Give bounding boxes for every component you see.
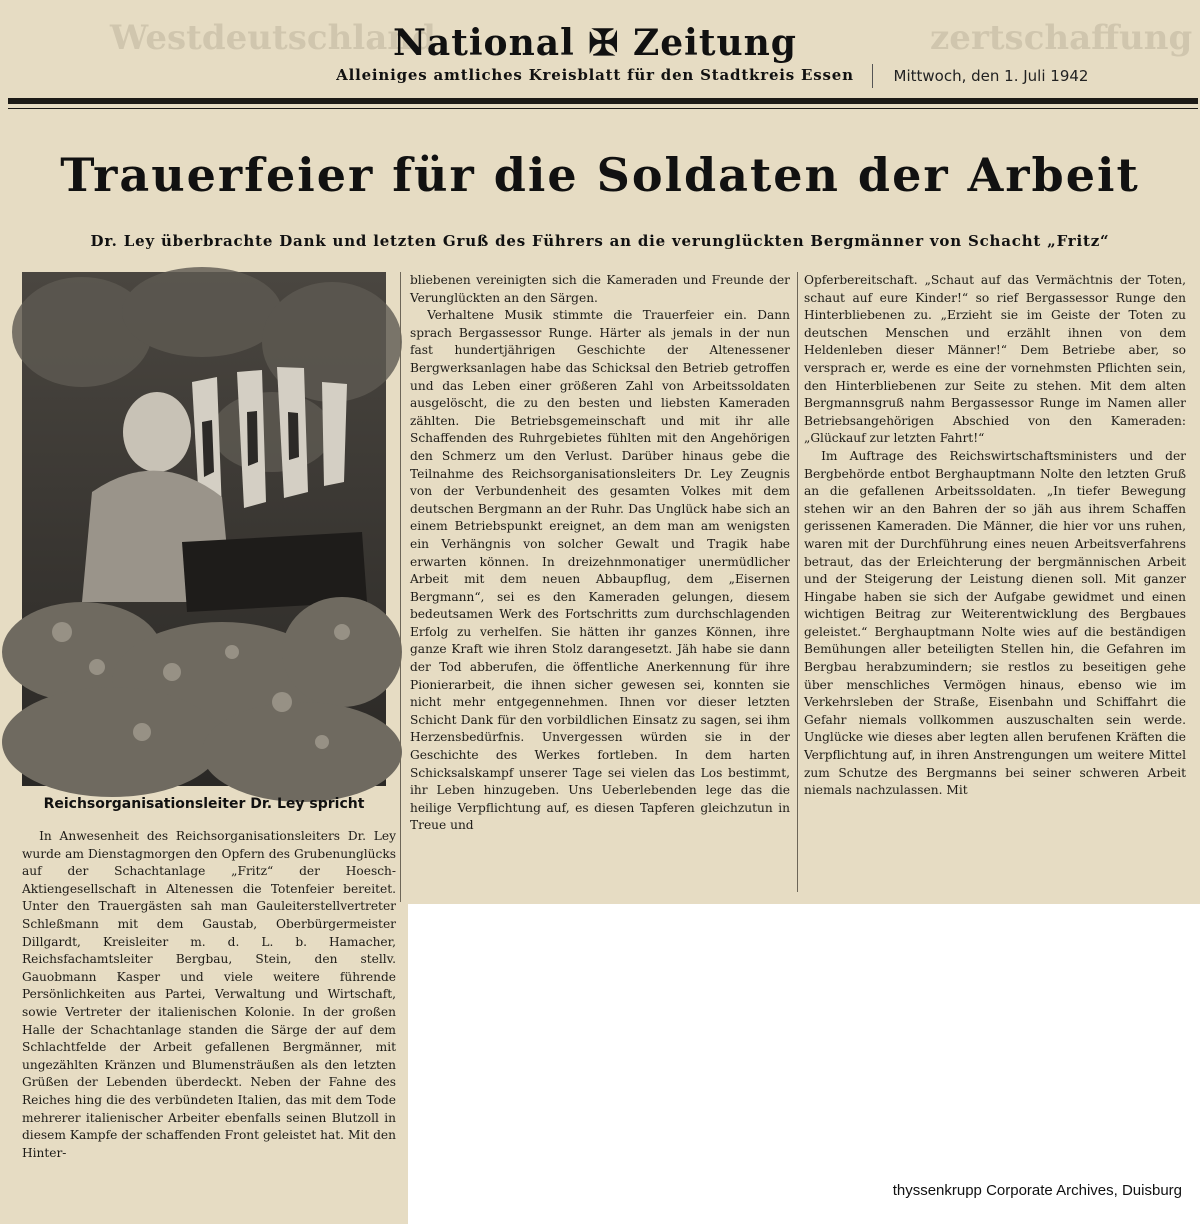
- article-column-3: [804, 272, 1186, 892]
- article-paragraph: Im Auftrage des Reichswirtschaftsministers und der Bergbehörde entbot Berghauptmann Nolte den letzten Gruß an die gefallenen Arbeitssoldaten. „In tiefer Bewegung stehen wir an den Bahren der so jäh aus ihrem Schaffen gerissenen Kameraden. Die Männer, die hier vor uns ruhen, waren mit der Durchführung eines neuen Arbeitsverfahrens betraut, das der Erleichterung der bergmännischen Arbeit und der Steigerung der Leistung dienen soll. Mit ganzer Hingabe haben sie sich der Aufgabe gewidmet und einen wichtigen Beitrag zur Weiterentwicklung des Bergbaues geleistet.“ Berghauptmann Nolte wies auf die beständigen Bemühungen aller beteiligten Stellen hin, die Gefahren im Bergbau herabzumindern; sie restlos zu beseitigen gehe über menschliches Vermögen hinaus, ebenso wie im Verkehrsleben der Straße, Eisenbahn und Schiffahrt die Gefahr niemals vollkommen auszuschalten sein werde. Unglücke wie dieses aber legten allen berufenen Kräften die Verpflichtung auf, in ihren Anstrengungen um weitere Mittel zum Schutze des Bergmanns bei seiner schweren Arbeit niemals nachzulassen. Mit: [804, 448, 1186, 798]
- issue-date: Mittwoch, den 1. Juli 1942: [872, 64, 1109, 88]
- bleed-through-text-right: zertschaffung: [930, 18, 1193, 58]
- masthead-rule: [8, 98, 1198, 104]
- article-deck: Dr. Ley überbrachte Dank und letzten Gruß des Führers an die verunglückten Bergmänner von Schacht „Fritz“: [90, 232, 1110, 250]
- column-divider: [797, 272, 798, 892]
- article-paragraph: bliebenen vereinigten sich die Kameraden und Freunde der Verunglückten an den Särgen.: [410, 273, 790, 305]
- photo-caption: Reichsorganisationsleiter Dr. Ley spricht: [43, 796, 365, 812]
- article-paragraph: Opferbereitschaft. „Schaut auf das Vermächtnis der Toten, schaut auf eure Kinder!“ so rief Bergassessor Runge den Hinterbliebenen zu. „Erzieht sie im Geiste der Toten zu deutschen Menschen und erzählt ihnen von dem Heldenleben dieser Männer!“ Dem Betriebe aber, so versprach er, werde es eine der vornehmsten Pflichten sein, den Hinterbliebenen zur Seite zu stehen. Mit dem alten Bergmannsgruß nahm Bergassessor Runge im Namen aller Betriebsangehörigen Abschied von den Kameraden: „Glückauf zur letzten Fahrt!“: [804, 273, 1186, 446]
- masthead-subtitle: Alleiniges amtliches Kreisblatt für den Stadtkreis Essen: [336, 66, 854, 84]
- article-headline: Trauerfeier für die Soldaten der Arbeit: [60, 148, 1140, 202]
- article-paragraph: Verhaltene Musik stimmte die Trauerfeier ein. Dann sprach Bergassessor Runge. Härter als jemals in der nun fast hundertjährigen Geschichte der Altenessener Bergwerksanlagen habe das Schicksal den Betrieb getroffen und das Leben einer größeren Zahl von Arbeitssoldaten ausgelöscht, die zu den besten und liebsten Kameraden zählten. Die Betriebsgemeinschaft und mit ihr alle Schaffenden des Ruhrgebietes fühlten mit den Angehörigen den Schmerz um den Verlust. Darüber hinaus gebe die Teilnahme des Reichsorganisationsleiters Dr. Ley Zeugnis von der Verbundenheit des gesamten Volkes mit dem deutschen Bergmann an der Ruhr. Das Unglück habe sich an einem Betriebspunkt ereignet, an dem man am wenigsten ein Verhängnis von solcher Gewalt und Tragik habe erwarten können. In dreizehnmonatiger unermüdlicher Arbeit mit dem neuen Abbaupflug, dem „Eisernen Bergmann“, sei es den Kameraden gelungen, diesem bedeutsamen Werk des Fortschritts zum durchschlagenden Erfolg zu verhelfen. Sie hätten ihr ganzes Können, ihre ganze Kraft wie ihren Stolz darangesetzt. Jäh habe sie dann der Tod abberufen, die öffentliche Anerkennung für ihre Pionierarbeit, die ihnen sicher gewesen sei, konnten sie nicht mehr entgegennehmen. Ihnen vor dieser letzten Schicht Dank für den vorbildlichen Einsatz zu sagen, sei ihm Herzensbedürfnis. Unvergessen würden sie in der Geschichte des Werkes fortleben. In dem harten Schicksalskampf unserer Tage sei vielen das Los bestimmt, ihr Leben hinzugeben. Uns Ueberlebenden lege das die heilige Verpflichtung auf, es diesen Tapferen gleichzutun in Treue und: [410, 308, 790, 833]
- newspaper-masthead: National ✠ Zeitung: [393, 22, 797, 64]
- masthead-rule-thin: [8, 108, 1198, 109]
- article-column-1: [22, 828, 396, 1208]
- photo-speaker-at-lectern: [22, 272, 386, 786]
- archive-credit: thyssenkrupp Corporate Archives, Duisburg: [892, 1182, 1182, 1199]
- article-paragraph: In Anwesenheit des Reichsorganisationsleiters Dr. Ley wurde am Dienstagmorgen den Opfern des Grubenunglücks auf der Schachtanlage „Fritz“ der Hoesch-Aktiengesellschaft in Altenessen die Totenfeier bereitet. Unter den Trauergästen sah man Gauleiterstellvertreter Schleßmann mit dem Gaustab, Oberbürgermeister Dillgardt, Kreisleiter m. d. L. b. Hamacher, Reichsfachamtsleiter Bergbau, Stein, den stellv. Gauobmann Kasper und viele weitere führende Persönlichkeiten aus Partei, Verwaltung und Wirtschaft, sowie Vertreter der italienischen Kolonie. In der großen Halle der Schachtanlage standen die Särge der auf dem Schlachtfelde der Arbeit gefallenen Bergmänner, mit ungezählten Kränzen und Blumensträußen als den letzten Grüßen der Lebenden überdeckt. Neben der Fahne des Reiches hing die des verbündeten Italien, das mit dem Tode mehrerer italienischer Arbeiter ebenfalls seinen Blutzoll in diesem Kampfe der schaffenden Front geleistet hat. Mit den Hinter-: [22, 829, 396, 1160]
- bleed-through-text-left: Westdeutschland: [110, 18, 436, 58]
- column-divider: [400, 272, 401, 902]
- article-column-2: [410, 272, 790, 892]
- article-photo: [22, 272, 386, 786]
